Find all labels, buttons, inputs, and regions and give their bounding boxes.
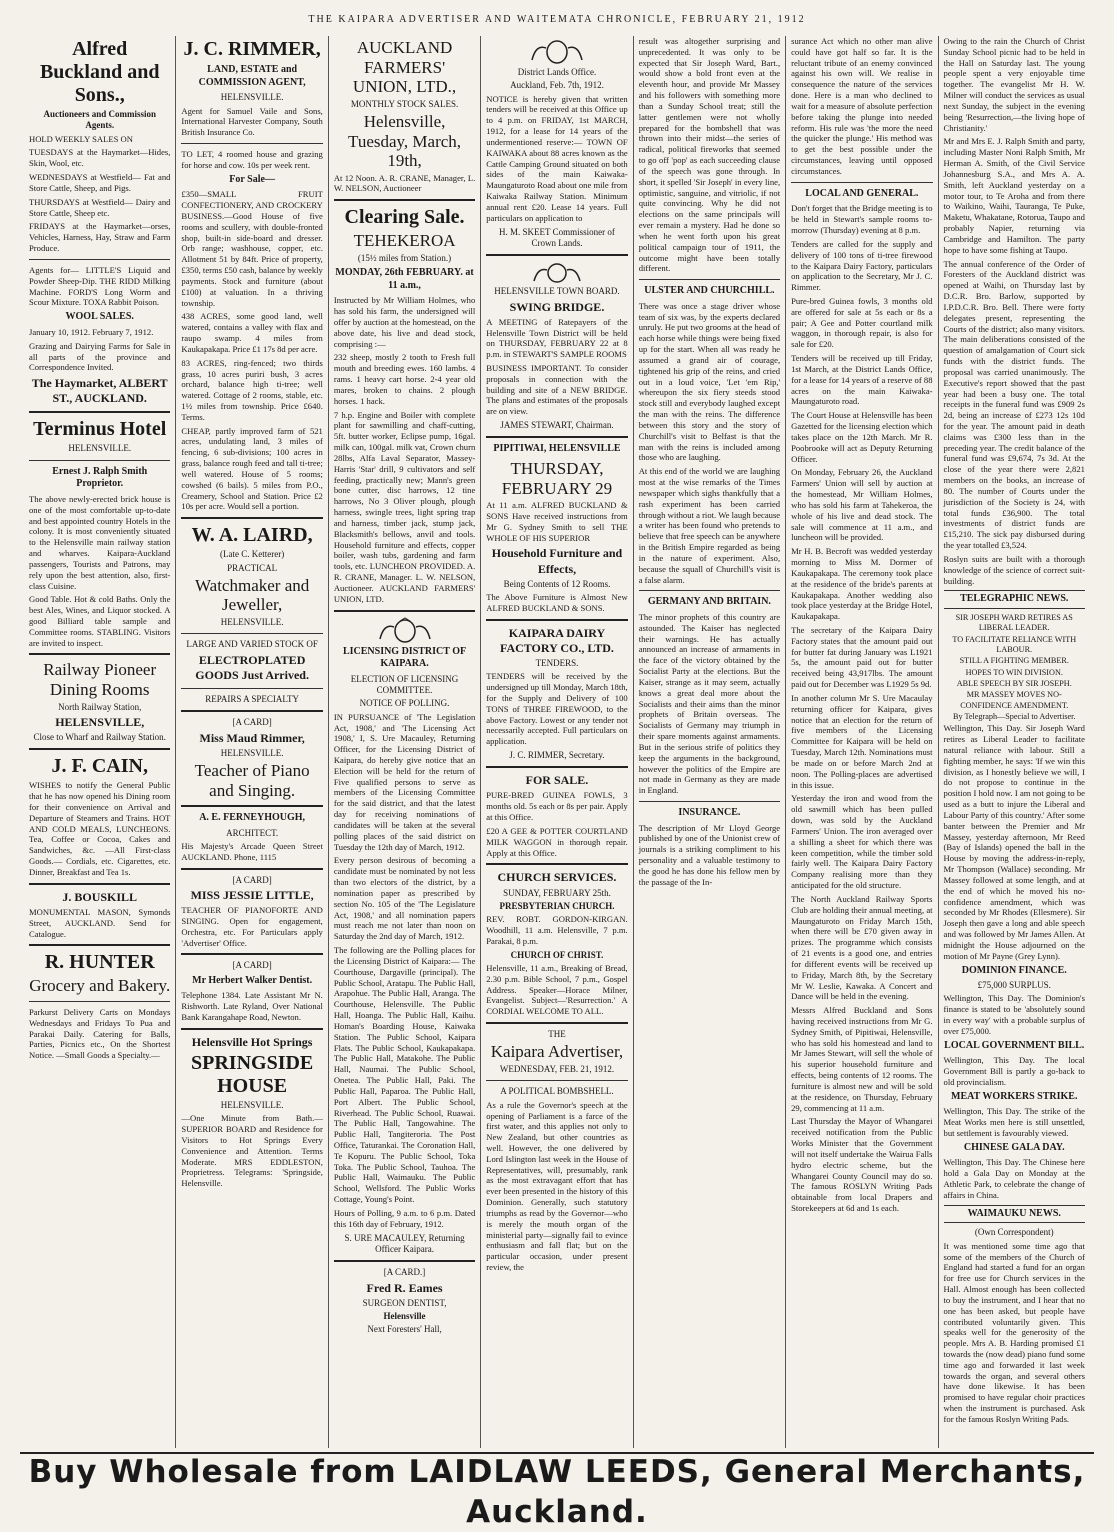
own-correspondent: (Own Correspondent) bbox=[974, 1227, 1054, 1238]
buckland-line: HOLD WEEKLY SALES ON bbox=[29, 133, 133, 144]
local-item: The Court House at Helensville has been Gazetted for the licensing election which takes place on the 12th March. Mr R. Poobrooke will act as Deputy Returning Officer. bbox=[791, 410, 933, 464]
lands-notice: NOTICE is hereby given that written tenders will be received at this Office up to 4 p.m. on FRIDAY, 1st MARCH, 1912, for a lease for 14 years of the undermentioned reserve:— TOWN OF KAIWAKA about 88 acres known as the Cattle Camping Ground situated on both sides of the main Kaiwaka-Maungaturoto Road about one mile from Kaiwaka Railway Station. Minimum annual rent £20. Lease 14 years. Full particulars on application to bbox=[486, 93, 628, 223]
licensing-heading: LICENSING DISTRICT OF KAIPARA. bbox=[342, 645, 467, 670]
paper-date: WEDNESDAY, FEB. 21, 1912. bbox=[499, 1064, 615, 1075]
rimmer-teacher-name: Miss Maud Rimmer, bbox=[199, 730, 305, 745]
laird-repairs: REPAIRS A SPECIALTY bbox=[205, 693, 300, 704]
card-label: [A CARD.] bbox=[383, 1267, 426, 1278]
local-item: Don't forget that the Bridge meeting is to be held in Stewart's sample rooms to-morrow (Thursday) evening at 8 p.m. bbox=[791, 203, 933, 236]
paper-the: THE bbox=[548, 1029, 566, 1040]
bridge-business: BUSINESS IMPORTANT. To consider proposals in connection with the building and site of a NEW BRIDGE. The plans and estimates of the proposals are on view. bbox=[486, 363, 628, 417]
column-5 bbox=[633, 36, 785, 1448]
hunter-title: R. HUNTER bbox=[44, 951, 155, 974]
local-item: Last Thursday the Mayor of Whangarei received notification from the Public Works Minister that the Government will not itself undertake the Wairua Falls hydro electric scheme, but the Whangarei County Council may do so. The famous ROSLYN Writing Pads obtainable from local Drapers and Storekeepers at 6d and 1s each. bbox=[791, 1116, 933, 1214]
coat-of-arms-icon bbox=[522, 261, 592, 283]
town-board: HELENSVILLE TOWN BOARD. bbox=[494, 286, 620, 297]
teacher-subject: Teacher of Piano and Singing. bbox=[194, 760, 310, 800]
coat-of-arms-icon bbox=[370, 617, 440, 643]
local-item: Pure-bred Guinea fowls, 3 months old are offered for sale at 5s each or 8s a pair; A Gee and Potter courtland milk waggon, in thorough repair, is also for sale for £20. bbox=[791, 295, 933, 350]
presbyterian-heading: PRESBYTERIAN CHURCH. bbox=[499, 900, 615, 911]
laird-stock: LARGE AND VARIED STOCK OF bbox=[186, 639, 318, 650]
laird-trade: Watchmaker and Jeweller, bbox=[194, 575, 310, 615]
cain-text: WISHES to notify the General Public that he has now opened his Dining room for their convenience on Arrival and Departure of Steamers and Trains. HOT AND COLD MEALS, LUNCHEONS. Tea, Coffee or Cocoa, Cakes and Sandwiches, &c. —All First-class Goods.— Cordials, etc. Cigarettes, etc. Dinner, Breakfast and Tea 1s. bbox=[29, 780, 171, 877]
church-date: SUNDAY, FEBRUARY 25th. bbox=[503, 887, 611, 898]
sale-item: CHEAP, partly improved farm of 521 acres, undulating land, 3 miles of fencing, 6 sub-divisions; 100 acres in grass, balance rough feed and tall ti-tree; well watered. House of 5 rooms; cowshed (6 bails). 5 miles from P.O., Creamery, School and Station. Price £2 10s per acre. Would sell a portion. bbox=[181, 425, 323, 512]
walker-name: Mr Herbert Walker Dentist. bbox=[192, 974, 313, 986]
clearing-date: MONDAY, 26th FEBRUARY. at 11 a.m., bbox=[335, 267, 474, 291]
railway-station: North Railway Station, bbox=[58, 701, 142, 712]
lands-commissioner: H. M. SKEET Commissioner of Crown Lands. bbox=[499, 226, 615, 248]
local-item: Mr H. B. Becroft was wedded yesterday morning to Miss M. Dormer of Kaukapakapa. The ceremony took place at the residence of the bride's parents at Kaukapakapa. Another wedding also took place yesterday at the Bridge Hotel, Kaukapakapa. bbox=[791, 546, 933, 622]
terminus-place: HELENSVILLE. bbox=[68, 443, 132, 454]
local-item: The North Auckland Railway Sports Club are holding their annual meeting, at Maungaturoto on Friday March 15th, when there will be £70 given away in prizes. The programme which consists of 21 events is a good one, and entries for different events will be received up to Friday, March 8th, by the Secretary Mr W. Leslie, Kawaka. A Concert and Dance will be held in the evening. bbox=[791, 893, 933, 1002]
local-general-heading: LOCAL AND GENERAL. bbox=[805, 187, 919, 199]
eames-role: SURGEON DENTIST, bbox=[362, 1297, 447, 1308]
laird-practical: PRACTICAL bbox=[227, 562, 278, 573]
finance-text: Wellington, This Day. The Dominion's finance is stated to be 'absolutely sound in every way' with a probable surplus of over £75,000. bbox=[943, 993, 1085, 1036]
pipitiwai-text: At 11 a.m. ALFRED BUCKLAND & SONS Have received instructions from Mr G. Sydney Smith to sell THE WHOLE OF HIS SUPERIOR bbox=[486, 500, 628, 543]
fowls-text: PURE-BRED GUINEA FOWLS, 3 months old. 5s each or 8s per pair. Apply at this Office. bbox=[486, 790, 628, 823]
haymarket-address: The Haymarket, ALBERT ST., AUCKLAND. bbox=[31, 376, 168, 406]
meat-strike-text: Wellington, This Day. The strike of the Meat Works men here is still unsettled, but settlement is favourably viewed. bbox=[943, 1106, 1085, 1139]
tele-headline: HOPES TO WIN DIVISION. bbox=[965, 667, 1063, 677]
for-sale-title: FOR SALE. bbox=[525, 773, 589, 788]
farmers-union-title: AUCKLAND FARMERS' UNION, LTD., bbox=[352, 38, 457, 97]
coat-of-arms-icon bbox=[522, 38, 592, 64]
to-let-text: TO LET, 4 roomed house and grazing for horse and cow. 10s per week rent. bbox=[181, 149, 323, 170]
pipitiwai-title: PIPITIWAI, HELENSVILLE bbox=[493, 443, 621, 455]
rimmer-agents: Agent for Samuel Vaile and Sons, International Harvester Company, South British Insurance Co. bbox=[181, 105, 323, 138]
tenders-label: TENDERS. bbox=[535, 657, 579, 668]
page-masthead: THE KAIPARA ADVERTISER AND WAITEMATA CHRONICLE, FEBRUARY 21, 1912 bbox=[308, 14, 806, 25]
returning-officer: S. URE MACAULEY, Returning Officer Kaipara. bbox=[344, 1232, 465, 1254]
milk-wagon-text: £20 A GEE & POTTER COURTLAND MILK WAGGON in thorough repair. Apply at this Office. bbox=[486, 825, 628, 858]
bouskill-title: J. BOUSKILL bbox=[62, 889, 138, 904]
ferneyhough-address: His Majesty's Arcade Queen Street AUCKLAND. Phone, 1115 bbox=[181, 841, 323, 862]
local-item: In another column Mr S. Ure Macaulay returning officer for Kaipara, gives notice that an election for the return of five members of the Licensing Committee for Kaipara will be held on Tuesday, March 12th. Nominations must be made on or before March 2nd at noon. The Polling-places are advertised in this issue. bbox=[791, 692, 933, 790]
eames-address: Next Foresters' Hall, bbox=[367, 1324, 442, 1335]
ulster-heading: ULSTER AND CHURCHILL. bbox=[644, 285, 775, 297]
lands-date: Auckland, Feb. 7th, 1912. bbox=[510, 80, 604, 91]
local-item: Tenders will be received up till Friday, 1st March, at the District Lands Office, for a lease for 14 years of a reserve of 88 acres on the main Kaiwaka-Maungaturoto road. bbox=[791, 353, 933, 407]
hunter-subtitle: Grocery and Bakery. bbox=[29, 976, 171, 996]
insurance-cont: surance Act which no other man alive could have got half so far. It is the reluctant tribute of an enemy convinced against his own will. We realise in consequence the nature of the services done. Here is a man who declined to wait for a measure of absolute perfection before taking the plunge into needed reform. His rule was 'the more the need the quicker the plunge.' His method was to get the best possible under the circumstances, leaving until opposed circumstances. bbox=[791, 36, 933, 176]
column-4 bbox=[480, 36, 632, 1448]
local-item: Yesterday the iron and wood from the old sawmill which has been pulled down, was sold by the Auckland Farmers' Union. The iron averaged over a shilling a sheet for which there was keen competition, while the timber sold fairly well. The Kaipara Dairy Factory Company realising more than they anticipated for the old structure. bbox=[791, 793, 933, 891]
terminus-extra: Good Table. Hot & cold Baths. Only the best Ales, Wines, and Liquor stocked. A good Billiard table sample and Committee rooms. STABLING. Visitors are invited to inspect. bbox=[29, 594, 171, 648]
proprietor-name: Ernest J. Ralph Smith Proprietor. bbox=[52, 465, 148, 490]
chinese-gala-heading: CHINESE GALA DAY. bbox=[963, 1141, 1065, 1153]
insurance-heading: INSURANCE. bbox=[678, 807, 741, 819]
springside-house: SPRINGSIDE HOUSE bbox=[191, 1051, 314, 1097]
local-item: The secretary of the Kaipara Dairy Factory states that the amount paid out for butter fat during January was L1921 5s, the amount paid out for butter received being 43,917lbs. The amount paid out for December was L1929 5s 9d. bbox=[791, 625, 933, 690]
for-sale-heading: For Sale— bbox=[229, 173, 275, 185]
laidlaw-leeds-banner bbox=[0, 1452, 1114, 1530]
clearing-sale-title: Clearing Sale. bbox=[344, 206, 465, 229]
clearing-items: 232 sheep, mostly 2 tooth to Fresh full mouth and breeding ewes. 160 lambs. 4 rams. 1 heavy cart horse. 2-4 year old mares, broken to chains. 2 plough horses. 1 hack. bbox=[333, 352, 476, 406]
sale-item: £350—SMALL FRUIT CONFECTIONERY, AND CROCKERY BUSINESS.—Good House of five rooms and scullery, with double-fronted shop, built-in side-board and dresser. Orb range; washhouse, copper, etc. Allotment 51 by 84ft. Price of property, £350, terms £50 cash, balance by weekly payments. Stock and furniture (about £100) at valuation. In a thriving township. bbox=[181, 189, 323, 308]
wool-sales-dates: January 10, 1912. February 7, 1912. bbox=[29, 326, 154, 337]
buckland-subtitle: Auctioneers and Commission Agents. bbox=[43, 109, 156, 131]
laird-title: W. A. LAIRD, bbox=[191, 524, 313, 547]
dairy-text: TENDERS will be received by the undersigned up till Monday, March 18th, for the Supply and Delivery of 100 TONS of THREE FIREWOOD, to the above Factory. Lowest or any tender not necessarily accepted. Full particulars on application. bbox=[486, 671, 628, 747]
insurance-text: The description of Mr Lloyd George published by one of the Unionist crew of journals is a striking compliment to his personality and a valuable testimony to the good he has done his fellow men by the passage of the In- bbox=[638, 822, 781, 887]
eames-name: Fred R. Eames bbox=[366, 1280, 443, 1295]
grazing-text: Grazing and Dairying Farms for Sale in all parts of the province and Correspondence Invited. bbox=[29, 340, 171, 373]
bridge-text: A MEETING of Ratepayers of the Helensville Town District will be held on THURSDAY, FEBRUARY 22 at 8 p.m. in STEWART'S SAMPLE ROOMS bbox=[486, 316, 628, 360]
buckland-line: FRIDAYS at the Haymarket—orses, Vehicles, Harness, Hay, Straw and Farm Produce. bbox=[29, 221, 171, 254]
dominion-finance-heading: DOMINION FINANCE. bbox=[961, 964, 1067, 976]
lands-office: District Lands Office. bbox=[517, 67, 597, 77]
railway-wharf: Close to Wharf and Railway Station. bbox=[33, 732, 166, 743]
waimauku-text: It was mentioned some time ago that some of the members of the Church of England had started a fund for an organ for free use for Church services in the Hall. Almost enough has been collected to buy the instrument, and I hear that no one has been asked, but people have contributed voluntarily given. This speaks well for the generosity of the people. Mrs A. B. Harding promised £1 towards the (now dead) piano fund some time ago and forwarded it last week towards the organ, and several others have done likewise. It has been promised to have regular choir practices when the instrument is purchased. Ask for the famous Roslyn Writing Pads. bbox=[943, 1240, 1085, 1424]
hunter-text: Parkurst Delivery Carts on Mondays Wednesdays and Fridays To Pua and Parakai Daily. Catering for Balls, Parties, Picnics etc., On the Shortest Notice. —Small Goods a Specialty.— bbox=[29, 1006, 171, 1061]
local-item: On Monday, February 26, the Auckland Farmers' Union will sell by auction at the homestead, Mr William Holmes, who has sold his farm at Tahekeroa, the whole of his live and dead stock. The sale will commence at 11 a.m., and luncheon will be provided. bbox=[791, 467, 933, 543]
hot-springs-title: Helensville Hot Springs bbox=[191, 1034, 313, 1049]
tele-headline: SIR JOSEPH WARD RETIRES AS LIBERAL LEADER. bbox=[955, 613, 1073, 633]
licensing-text-2: Every person desirous of becoming a candidate must be nominated by not less than two electors of the district, by a nomination paper as prescribed by section No. 105 of the 'The Legislature Act, 1908,' and all nomination papers must reach me not later than noon on Saturday the 2nd day of March, 1912. bbox=[333, 855, 476, 942]
dairy-factory-title: KAIPARA DAIRY FACTORY CO., LTD. bbox=[500, 625, 614, 655]
local-item: Messrs Alfred Buckland and Sons having received instructions from Mr G. Sydney Smith, of Pipitiwai, Helensville, who has sold his homestead and land to Mr James Stewart, will sell the whole of his superior household furniture and effects, being contents of 12 rooms. The furniture is almost new and will be sold at the residence, on Thursday, February 29, commencing at 11 a.m. bbox=[791, 1005, 933, 1113]
local-item: Tenders are called for the supply and delivery of 100 tons of ti-tree firewood to the Kaipara Dairy Factory, particulars on application to the Secretary, Mr J. C. Rimmer. bbox=[791, 238, 933, 293]
ferneyhough-role: ARCHITECT. bbox=[226, 827, 279, 838]
springside-text: —One Minute from Bath.— SUPERIOR BOARD and Residence for Visitors to Hot Springs Every Convenience and Attention. Terms Moderate. MRS EDDLESTON, Proprietress. Telegrams: 'Springside, Helensville. bbox=[181, 1113, 323, 1189]
card-label: [A CARD] bbox=[232, 874, 272, 885]
furniture-notice: The Above Furniture is Almost New ALFRED BUCKLAND & SONS. bbox=[486, 592, 628, 613]
church-services-title: CHURCH SERVICES. bbox=[497, 870, 617, 885]
meat-strike-heading: MEAT WORKERS STRIKE. bbox=[951, 1090, 1078, 1102]
column-7 bbox=[938, 36, 1090, 1448]
rimmer-title: J. C. RIMMER, bbox=[183, 38, 321, 60]
laird-goods: ELECTROPLATED GOODS Just Arrived. bbox=[195, 652, 309, 682]
visit-text: Mr and Mrs E. J. Ralph Smith and party, including Master Noni Ralph Smith, Mr Herman A. Smith, of the Civil Service Johannesburg S.A., and Mrs A. A. Smith, left Auckland yesterday on a motor tour, to Te Aroha and from there to Waikino, Waihi, Tauranga, Te Puke, Maketu, Whakatane, Rotorua, Taupo and probably Napier, returning via Cambridge and Hamilton. The party hope to have some fishing at Taupo. bbox=[943, 136, 1085, 255]
clearing-more: 7 h.p. Engine and Boiler with complete plant for sawmilling and chaff-cutting, 5ft. butter worker, Eclipse pump, 16gal. milk can, 100gal. milk vat, Crown churn 28lbs, Alfa Laval Separator, Massey-Harris 'Star' drill, 9 cultivators and self feeding, practically new; Mann's green bone cutter, disc harrows, 12 tine harrows, No 3 Oliver plough, plough harness, swingle trees, light spring trap and harness, timber jack, stump jack, Blacksmith's bellows, anvil and tools. Household furniture and effects, copper boiler, wash tubs, gardening and farm tools, etc. LUNCHEON PROVIDED. A. R. CRANE, Manager. L. W. NELSON, Auctioneer. AUCKLAND FARMERS' UNION, LTD. bbox=[333, 409, 476, 604]
column-6 bbox=[785, 36, 937, 1448]
polling-hours: Hours of Polling, 9 a.m. to 6 p.m. Dated this 16th day of February, 1912. bbox=[333, 1207, 476, 1229]
local-govt-text: Wellington, This Day. The local Government Bill is partly a go-back to old provincialism. bbox=[943, 1055, 1085, 1087]
editorial-text: result was altogether surprising and unprecedented. It was only to be expected that Sir Joseph Ward, Bart., would show a bold front even at the eleventh hour, and provide Mr Massey and his followers with something more than a Sunday School treat; still the latter gentlemen were not wholly prepared for the bombshell that was thrown into their midst—the series of radical, political fireworks that seemed to go off 'pop' as each succeeding clause of the speech was gone through. In short, it spelled 'Sir Joseph' in every line, optimistic, sanguine, and vitriolic, if not quite convincing. Why he did not elections on the same principals will ever remain a mystery. Had he done so when he went forth upon his great political campaign tour of 1911, the outcome might have been totally different. bbox=[638, 36, 781, 274]
eames-place: Helensville bbox=[383, 1311, 426, 1322]
surplus: £75,000 SURPLUS. bbox=[977, 980, 1051, 991]
ward-text: Wellington, This Day. Sir Joseph Ward retires as Liberal Leader to facilitate natural reliance with labour. Still a fighting member, he says: 'If we win this division, as I honestly believe we will, I do not propose to continue in the position I hold now. I am not going to be used as a butt to injure the Liberal and Labour Party of this country.' After some banter between the Premier and Mr Massey, yesterday afternoon, Mr Reed (Bay of Islands) opened the ball in the House by moving the address-in-reply, Mr Thompson (Wallace) seconding. Mr Massey followed at some length, and at the end of which he moved his no-confidence amendment, which was seconded by Mr Rhodes (Ellesmere). Sir Joseph then gave a long and able speech and was followed by Mr James Allen. At midnight the House adjourned on the motion of Mr Payne (Grey Lynn). bbox=[943, 723, 1085, 961]
helensville-date: Helensville, Tuesday, March, 19th, bbox=[348, 111, 462, 171]
tele-headline: ABLE SPEECH BY SIR JOSEPH. bbox=[956, 678, 1072, 688]
laird-place: HELENSVILLE. bbox=[220, 617, 284, 628]
walker-text: Telephone 1384. Late Assistant Mr N. Rishworth. Late Ryland, Over National Bank Karangahape Road, Newton. bbox=[181, 990, 323, 1022]
farmers-union-staff: At 12 Noon. A. R. CRANE, Manager, L. W. NELSON, Auctioneer bbox=[333, 172, 476, 194]
rimmer-place: HELENSVILLE. bbox=[220, 92, 284, 103]
church-of-christ-text: Helensville, 11 a.m., Breaking of Bread, 2.30 p.m. Bible School, 7 p.m., Gospel Address. Speaker—Horace Milner, Evangelist. Subject—'Resurrection.' A CORDIAL WELCOME TO ALL. bbox=[486, 963, 628, 1017]
helensville-label: HELENSVILLE, bbox=[55, 714, 145, 729]
buckland-title: Alfred Buckland and Sons., bbox=[39, 38, 160, 106]
little-name: MISS JESSIE LITTLE, bbox=[190, 887, 314, 902]
clearing-distance: (15½ miles from Station.) bbox=[357, 252, 452, 263]
agents-text: Agents for— LITTLE'S Liquid and Powder Sheep-Dip. THE RIDD Milking Machine. FORD'S Long Worm and Scour Mixture. TOXA Rabbit Poison. bbox=[29, 264, 171, 308]
buckland-line: WEDNESDAYS at Westfield— Fat and Store Cattle, Sheep, and Pigs. bbox=[29, 172, 171, 193]
column-3 bbox=[328, 36, 480, 1448]
polling-places: The following are the Polling places for the Licensing District of Kaipara:— The Courthouse, Dargaville (principal). The Public School, Aratapu. The Public Hall, Arapohue. The Public Hall, Aranga. The Courthouse, Helensville. The Public Hall, Hoanga. The Public Hall, Kaihu. Homan's Boarding House, Kaiwaka Station. The Public School, Kaipara Flats. The Public School, Kaukapakapa. The Public Hall, Matakohe. The Public Hall, Naumai. The Public School, Onetea. The Public Hall, Paki. The Public Hall, Paparoa. The Public Hall, Port Albert. The Public School, Riverhead. The Public School, Ruawai. The Public Hall, Tangowahine. The Public Hall, Tangiteroria. The Post Office, Taturankai. The Coronation Hall, Te Kopuru. The Public School, Toka Toka. The Public School, Tauhoa. The Public Hall, Waimauku. The Public School, Wellsford. The Public Works Cottage, Young's Point. bbox=[333, 945, 476, 1205]
ulster-text: There was once a stage driver whose team of six was, by the experts declared unruly. He put two grooms at the head of each horse while things were being fixed up for the start. When all was ready he assumed a grand air of courage, tightened his grip of the reins, and cried out in a loud voice, 'Let 'em Rip,' whereupon the six fiery steeds stood stock still and everybody laughed except the man with the reins. The difference between this story and the story of Churchill's visit to Belfast is that the man with the reins is included among those who are laughing. bbox=[638, 300, 781, 463]
picnic-text: Owing to the rain the Church of Christ Sunday School picnic had to be held in the Hall on Saturday last. The young people spent a very enjoyable time together. The evangelist Mr H. W. Milner will conduct the services as usual next Sunday, the subject in the evening being 'Resurrection,—the living hope of Christianity.' bbox=[943, 36, 1085, 133]
roslyn-text: Roslyn suits are built with a thorough knowledge of the science of correct suit-building. bbox=[943, 553, 1085, 586]
farmers-union-sub: MONTHLY STOCK SALES. bbox=[350, 98, 459, 109]
laird-late: (Late C. Ketterer) bbox=[220, 549, 285, 560]
tele-headline: TO FACILITATE RELIANCE WITH LABOUR. bbox=[952, 634, 1077, 654]
terminus-text: The above newly-erected brick house is one of the most comfortable up-to-date and best appointed country Hotels in the colony. It is most conveniently situated to the Helensville main railway station and wharves. Kaipara-Auckland passengers, Tourists and Patrons, may rely upon the best attention, also, first-class Cuisine. bbox=[29, 493, 171, 591]
teheke-place: TEHEKEROA bbox=[353, 231, 456, 251]
bouskill-text: MONUMENTAL MASON, Symonds Street, AUCKLAND. Send for Catalogue. bbox=[29, 906, 171, 939]
local-govt-heading: LOCAL GOVERNMENT BILL. bbox=[944, 1039, 1085, 1051]
terminus-hotel-title: Terminus Hotel bbox=[33, 418, 167, 441]
licensing-text: IN PURSUANCE of 'The Legislation Act, 1908,' and 'The Licensing Act 1908,' I, S. Ure Macauley, Returning Officer, for the Licensing District of Kaipara, do hereby give notice that an Election will be held for the return of Five qualified persons to serve as members of the Licensing Committee for the said district, and that the latest day for receiving nominations of candidates will be taken at the several polling places of the said district on Tuesday the 12th day of March, 1912. bbox=[333, 711, 476, 852]
tele-headline: STILL A FIGHTING MEMBER. bbox=[959, 656, 1069, 666]
tele-headline: By Telegraph—Special to Advertiser. bbox=[952, 711, 1076, 721]
bombshell-text: As a rule the Governor's speech at the opening of Parliament is a farce of the first water, and this applies not only to New Zealand, but other countries as well. However, the one delivered by Lord Islington last week in the House of Representatives, will, presumably, rank as the most extravagant effort that has ever been presented in the history of this Dominion. Generally, such statutory triumphs as read by the Governor—who is merely the mouth organ of the ministerial party—signally fail to evince enthusiasm and fall flat; but on the particular occasion, under present review, the bbox=[486, 1099, 628, 1273]
bridge-chairman: JAMES STEWART, Chairman. bbox=[500, 420, 614, 431]
licensing-sub: ELECTION OF LICENSING COMMITTEE. bbox=[350, 673, 459, 696]
ulster-text-2: At this end of the world we are laughing most at the wise remarks of the Times newspaper which sighs thankfully that a rash experiment has been carried through without a riot. We laugh because a writer has been found who pretends to believe that free speech can be anywhere in the British Empire regarded as being in the nature of experiment. Also, because the squall of Churchill's visit is a false alarm. bbox=[638, 466, 781, 585]
cain-title: J. F. CAIN, bbox=[51, 755, 148, 778]
furniture-heading: Household Furniture and Effects, bbox=[491, 546, 623, 576]
telegraphic-news-heading: TELEGRAPHIC NEWS. bbox=[944, 590, 1085, 609]
springside-place: HELENSVILLE. bbox=[220, 1099, 284, 1110]
paper-name: Kaipara Advertiser, bbox=[490, 1042, 624, 1062]
ferneyhough-name: A. E. FERNEYHOUGH, bbox=[199, 812, 306, 824]
rimmer-subtitle: LAND, ESTATE and COMMISSION AGENT, bbox=[198, 64, 306, 88]
sale-item: 438 ACRES, some good land, well watered, contains a valley with flax and raupo swamp. 4 miles from Kaukapakapa. Price £1 17s 8d per acre. bbox=[181, 311, 323, 354]
swing-bridge-title: SWING BRIDGE. bbox=[509, 299, 605, 314]
chinese-gala-text: Wellington, This Day. The Chinese here hold a Gala Day on Monday at the Athletic Park, to celebrate the change of affairs in China. bbox=[943, 1157, 1085, 1200]
notice-polling: NOTICE OF POLLING. bbox=[359, 698, 450, 709]
banner-text: Buy Wholesale from LAIDLAW LEEDS, General Merchants, Auckland. bbox=[28, 1454, 1086, 1530]
furniture-contents: Being Contents of 12 Rooms. bbox=[503, 578, 611, 589]
pipitiwai-date: THURSDAY, FEBRUARY 29 bbox=[501, 459, 613, 498]
foresters-text: The annual conference of the Order of Foresters of the Auckland district was opened at Waihi, on Thursday last by D.C.R. Bro. Barlow, supported by I.P.D.C.R. Bro. Bell. There were forty delegates present, representing the Courts of the district; also many visitors. The main deliberations consisted of the question of amalgamation of Court sick funds with the district funds. The proposal was carried unanimously. The Executive's report showed that the past year had been a busy one. The total receipts in the funeral fund was £909 2s 2d, being an increase of £273 12s 10d for the year. The amount paid in death claims was £300 less than in the preceding year. The credit balance of the funeral fund was £9,674, 7s 3d. At the close of the year there were 2,821 members on the books, an increase of 80. The number of Courts under the jurisdiction of the Society is 24, with total funds £36,900. The total investments of district funds are £15,210. The sick pay disbursed during the year totalled £3,524. bbox=[943, 258, 1085, 551]
clearing-text: Instructed by Mr William Holmes, who has sold his farm, the undersigned will offer by auction at the homestead, on the above date, his live and dead stock, comprising :— bbox=[333, 295, 476, 349]
rimmer-teacher-place: HELENSVILLE. bbox=[220, 747, 284, 758]
tele-headline: MR MASSEY MOVES NO-CONFIDENCE AMENDMENT. bbox=[960, 690, 1069, 710]
column-1 bbox=[24, 36, 175, 1448]
column-2 bbox=[175, 36, 327, 1448]
germany-text: The minor prophets of this country are astounded. The Kaiser has neglected their warnings. He has actually announced an increase of armaments in the face of the victory obtained by the Socialist Party at the elections. But the Kaiser, strange as it may seem, actually knows a great deal more about the Socialists and their aims than the minor prophets of Britain overseas. The Socialists of Germany may triumph in their spare moments against armaments. But in the serious strife of politics they keep the arguments in the background, however the politics of the Empire are not made in Germany as they are made in England. bbox=[638, 611, 781, 796]
sale-item: 83 ACRES, ring-fenced; two thirds grass, 10 acres puriri bush, 3 acres orchard, balance high ti-tree; well watered. Cottage of 2 rooms, stable, etc. 1½ miles from township. Price £640. Terms. bbox=[181, 357, 323, 422]
buckland-line: TUESDAYS at the Haymarket—Hides, Skin, Wool, etc. bbox=[29, 147, 171, 169]
presbyterian-text: REV. ROBT. GORDON-KIRGAN. Woodhill, 11 a.m. Helensville, 7 p.m. Parakai, 8 p.m. bbox=[486, 914, 628, 946]
buckland-line: THURSDAYS at Westfield— Dairy and Store Cattle, Sheep etc. bbox=[29, 196, 171, 218]
railway-pioneer-title: Railway Pioneer Dining Rooms bbox=[43, 660, 157, 700]
little-text: TEACHER OF PIANOFORTE AND SINGING. Open for engagement, Orchestra, etc. For Particulars apply 'Advertiser' Office. bbox=[181, 905, 323, 948]
card-label: [A CARD] bbox=[232, 960, 272, 971]
bombshell-title: A POLITICAL BOMBSHELL. bbox=[500, 1086, 614, 1097]
columns bbox=[24, 36, 1090, 1448]
wool-sales-heading: WOOL SALES. bbox=[65, 311, 134, 323]
germany-heading: GERMANY AND BRITAIN. bbox=[647, 596, 771, 608]
card-label: [A CARD] bbox=[232, 717, 272, 728]
church-of-christ-heading: CHURCH OF CHRIST. bbox=[510, 949, 604, 960]
waimauku-heading: WAIMAUKU NEWS. bbox=[944, 1205, 1085, 1224]
dairy-secretary: J. C. RIMMER, Secretary. bbox=[509, 750, 605, 761]
